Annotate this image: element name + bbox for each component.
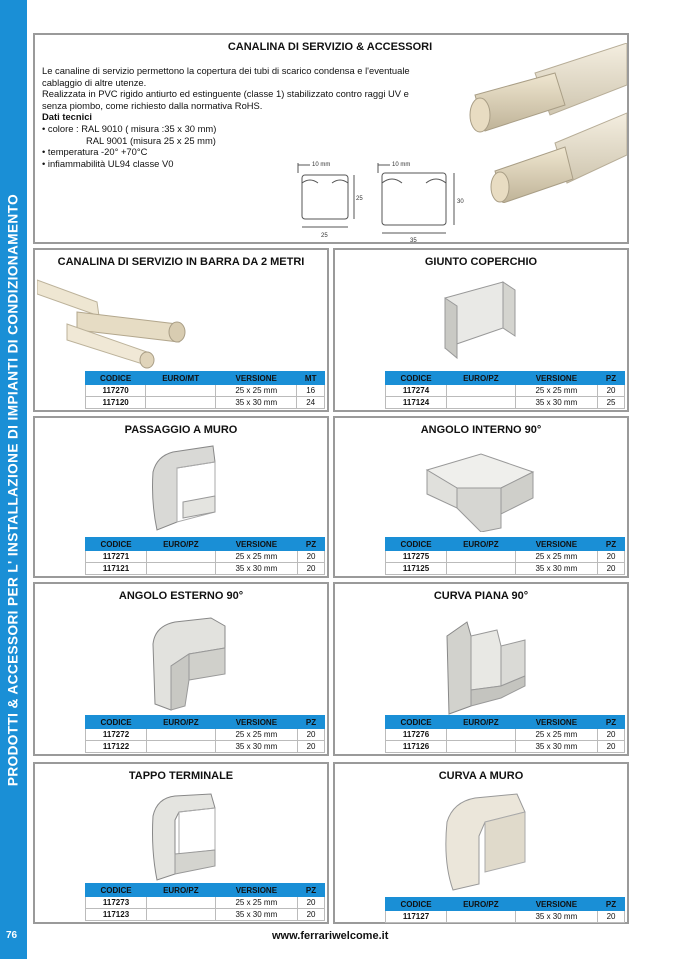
cell-qty: 20 <box>298 729 325 741</box>
header-code: CODICE <box>86 716 147 729</box>
table-row <box>386 563 625 575</box>
flammability-line: • infiammabilità UL94 classe V0 <box>42 157 174 169</box>
header-price: EURO/PZ <box>447 538 516 551</box>
cell-price <box>146 385 216 397</box>
cell-price <box>147 897 216 909</box>
table-row <box>86 909 325 921</box>
product-box-flat-bend <box>333 582 629 756</box>
cell-version: 25 x 25 mm <box>515 551 597 563</box>
product-box-inner-corner <box>333 416 629 578</box>
header-price: EURO/MT <box>146 372 216 385</box>
header-version: VERSIONE <box>216 372 297 385</box>
table-row <box>86 563 325 575</box>
cell-price <box>147 551 216 563</box>
footer-url[interactable]: www.ferrariwelcome.it <box>272 930 389 942</box>
intro-paragraph-1: Le canaline di servizio permettono la copertura dei tubi di scarico condensa e l'eventuale cablaggio di altre utenze. <box>42 65 410 88</box>
product-box-joint <box>333 248 629 412</box>
cell-price <box>447 385 516 397</box>
table-row <box>86 741 325 753</box>
product-title: CURVA A MURO <box>438 770 524 782</box>
header-version: VERSIONE <box>515 898 597 911</box>
temperature-line: • temperatura -20° +70°C <box>42 146 148 158</box>
table-row <box>86 897 325 909</box>
product-box-end-cap <box>33 762 329 924</box>
large-width-label: 35 <box>410 238 417 243</box>
intro-title: CANALINA DI SERVIZIO & ACCESSORI <box>227 41 433 53</box>
header-qty: MT <box>297 372 325 385</box>
cell-price <box>447 741 516 753</box>
small-top-label: 10 mm <box>312 162 331 168</box>
joint-photo <box>433 278 533 366</box>
product-title: TAPPO TERMINALE <box>128 770 234 782</box>
cell-price <box>447 397 516 409</box>
product-table <box>385 897 625 923</box>
table-row <box>386 741 625 753</box>
cell-code: 117124 <box>386 397 447 409</box>
header-price: EURO/PZ <box>147 538 216 551</box>
cell-price <box>147 909 216 921</box>
product-box-wall-bend <box>333 762 629 924</box>
header-price: EURO/PZ <box>147 716 216 729</box>
header-code: CODICE <box>386 898 447 911</box>
product-title: ANGOLO INTERNO 90° <box>420 424 542 436</box>
cell-code: 117126 <box>386 741 447 753</box>
small-height-label: 25 <box>356 196 363 202</box>
header-qty: PZ <box>298 538 325 551</box>
product-title: GIUNTO COPERCHIO <box>424 256 538 268</box>
table-row <box>86 729 325 741</box>
header-version: VERSIONE <box>515 372 597 385</box>
wall-bend-photo <box>439 792 535 892</box>
cell-code: 117123 <box>86 909 147 921</box>
cell-code: 117272 <box>86 729 147 741</box>
product-table <box>85 537 325 575</box>
cell-price <box>447 911 516 923</box>
header-code: CODICE <box>86 372 146 385</box>
flat-bend-photo <box>441 616 531 716</box>
intro-paragraph-2: Realizzata in PVC rigido antiurto ed estinguente (classe 1) stabilizzato contro raggi UV e senza piombo, come richiesto dalla normativa RoHS. <box>42 88 409 111</box>
header-price: EURO/PZ <box>447 716 516 729</box>
outer-corner-photo <box>145 614 235 714</box>
cell-price <box>447 551 516 563</box>
product-title: PASSAGGIO A MURO <box>124 424 238 436</box>
cell-version: 35 x 30 mm <box>515 911 597 923</box>
header-version: VERSIONE <box>215 884 297 897</box>
header-version: VERSIONE <box>215 716 297 729</box>
cell-version: 35 x 30 mm <box>515 397 597 409</box>
cell-qty: 20 <box>598 729 625 741</box>
cell-qty: 20 <box>598 741 625 753</box>
cell-price <box>147 563 216 575</box>
cell-qty: 20 <box>598 385 625 397</box>
header-version: VERSIONE <box>515 716 597 729</box>
table-row <box>386 385 625 397</box>
cell-version: 25 x 25 mm <box>216 385 297 397</box>
cell-version: 25 x 25 mm <box>215 551 297 563</box>
cell-code: 117121 <box>86 563 147 575</box>
header-qty: PZ <box>298 716 325 729</box>
large-height-label: 30 <box>457 199 464 205</box>
cell-version: 35 x 30 mm <box>215 741 297 753</box>
cell-code: 117120 <box>86 397 146 409</box>
table-row <box>86 397 325 409</box>
cell-price <box>447 729 516 741</box>
cell-price <box>146 397 216 409</box>
header-code: CODICE <box>386 538 447 551</box>
colour-line-1: • colore : RAL 9010 ( misura :35 x 30 mm) <box>42 122 217 134</box>
wall-passage-photo <box>143 442 233 534</box>
header-code: CODICE <box>86 538 147 551</box>
cell-code: 117122 <box>86 741 147 753</box>
cell-code: 117273 <box>86 897 147 909</box>
table-row <box>386 729 625 741</box>
product-title: CANALINA DI SERVIZIO IN BARRA DA 2 METRI <box>57 256 305 268</box>
table-row <box>386 397 625 409</box>
cell-code: 117270 <box>86 385 146 397</box>
cell-qty: 20 <box>598 551 625 563</box>
cell-qty: 20 <box>298 551 325 563</box>
table-row <box>86 385 325 397</box>
cell-qty: 20 <box>298 563 325 575</box>
table-row <box>386 911 625 923</box>
cell-price <box>147 741 216 753</box>
cell-qty: 20 <box>298 741 325 753</box>
page-number: 76 <box>6 930 18 941</box>
header-code: CODICE <box>386 716 447 729</box>
header-price: EURO/PZ <box>447 372 516 385</box>
cell-price <box>147 729 216 741</box>
product-table <box>85 371 325 409</box>
tech-data-title: Dati tecnici <box>42 111 93 123</box>
inner-corner-photo <box>421 448 541 532</box>
cell-qty: 20 <box>598 911 625 923</box>
cell-qty: 16 <box>297 385 325 397</box>
header-code: CODICE <box>86 884 147 897</box>
cell-qty: 20 <box>598 563 625 575</box>
header-qty: PZ <box>598 898 625 911</box>
end-cap-photo <box>145 790 229 882</box>
table-row <box>386 551 625 563</box>
product-box-wall-passage <box>33 416 329 578</box>
product-table <box>385 371 625 409</box>
cell-qty: 20 <box>298 909 325 921</box>
sidebar-title: PRODOTTI & ACCESSORI PER L' INSTALLAZIONE DI IMPIANTI DI CONDIZIONAMENTO <box>5 193 21 787</box>
cell-code: 117275 <box>386 551 447 563</box>
cell-version: 25 x 25 mm <box>515 729 597 741</box>
dimension-diagram <box>290 153 480 243</box>
product-title: ANGOLO ESTERNO 90° <box>118 590 244 602</box>
header-qty: PZ <box>598 372 625 385</box>
large-top-label: 10 mm <box>392 162 411 168</box>
product-box-outer-corner <box>33 582 329 756</box>
header-code: CODICE <box>386 372 447 385</box>
product-table <box>385 715 625 753</box>
cell-version: 35 x 30 mm <box>515 563 597 575</box>
cell-price <box>447 563 516 575</box>
header-version: VERSIONE <box>215 538 297 551</box>
cell-code: 117125 <box>386 563 447 575</box>
colour-line-2: RAL 9001 (misura 25 x 25 mm) <box>86 134 216 146</box>
intro-box <box>33 33 629 244</box>
bar-photo <box>37 272 202 372</box>
product-table <box>85 715 325 753</box>
cell-code: 117271 <box>86 551 147 563</box>
product-box-bar <box>33 248 329 412</box>
cell-version: 35 x 30 mm <box>515 741 597 753</box>
cell-code: 117274 <box>386 385 447 397</box>
small-width-label: 25 <box>321 233 328 239</box>
cell-qty: 25 <box>598 397 625 409</box>
cell-version: 35 x 30 mm <box>216 397 297 409</box>
cell-version: 25 x 25 mm <box>515 385 597 397</box>
header-qty: PZ <box>598 538 625 551</box>
cell-version: 35 x 30 mm <box>215 563 297 575</box>
table-row <box>86 551 325 563</box>
sidebar <box>0 0 27 959</box>
cell-qty: 24 <box>297 397 325 409</box>
product-table <box>385 537 625 575</box>
header-version: VERSIONE <box>515 538 597 551</box>
cell-version: 35 x 30 mm <box>215 909 297 921</box>
header-price: EURO/PZ <box>447 898 516 911</box>
product-table <box>85 883 325 921</box>
product-title: CURVA PIANA 90° <box>433 590 529 602</box>
header-price: EURO/PZ <box>147 884 216 897</box>
cell-code: 117276 <box>386 729 447 741</box>
cell-version: 25 x 25 mm <box>215 729 297 741</box>
channel-photo <box>455 43 627 203</box>
cell-code: 117127 <box>386 911 447 923</box>
header-qty: PZ <box>298 884 325 897</box>
header-qty: PZ <box>598 716 625 729</box>
cell-version: 25 x 25 mm <box>215 897 297 909</box>
cell-qty: 20 <box>298 897 325 909</box>
